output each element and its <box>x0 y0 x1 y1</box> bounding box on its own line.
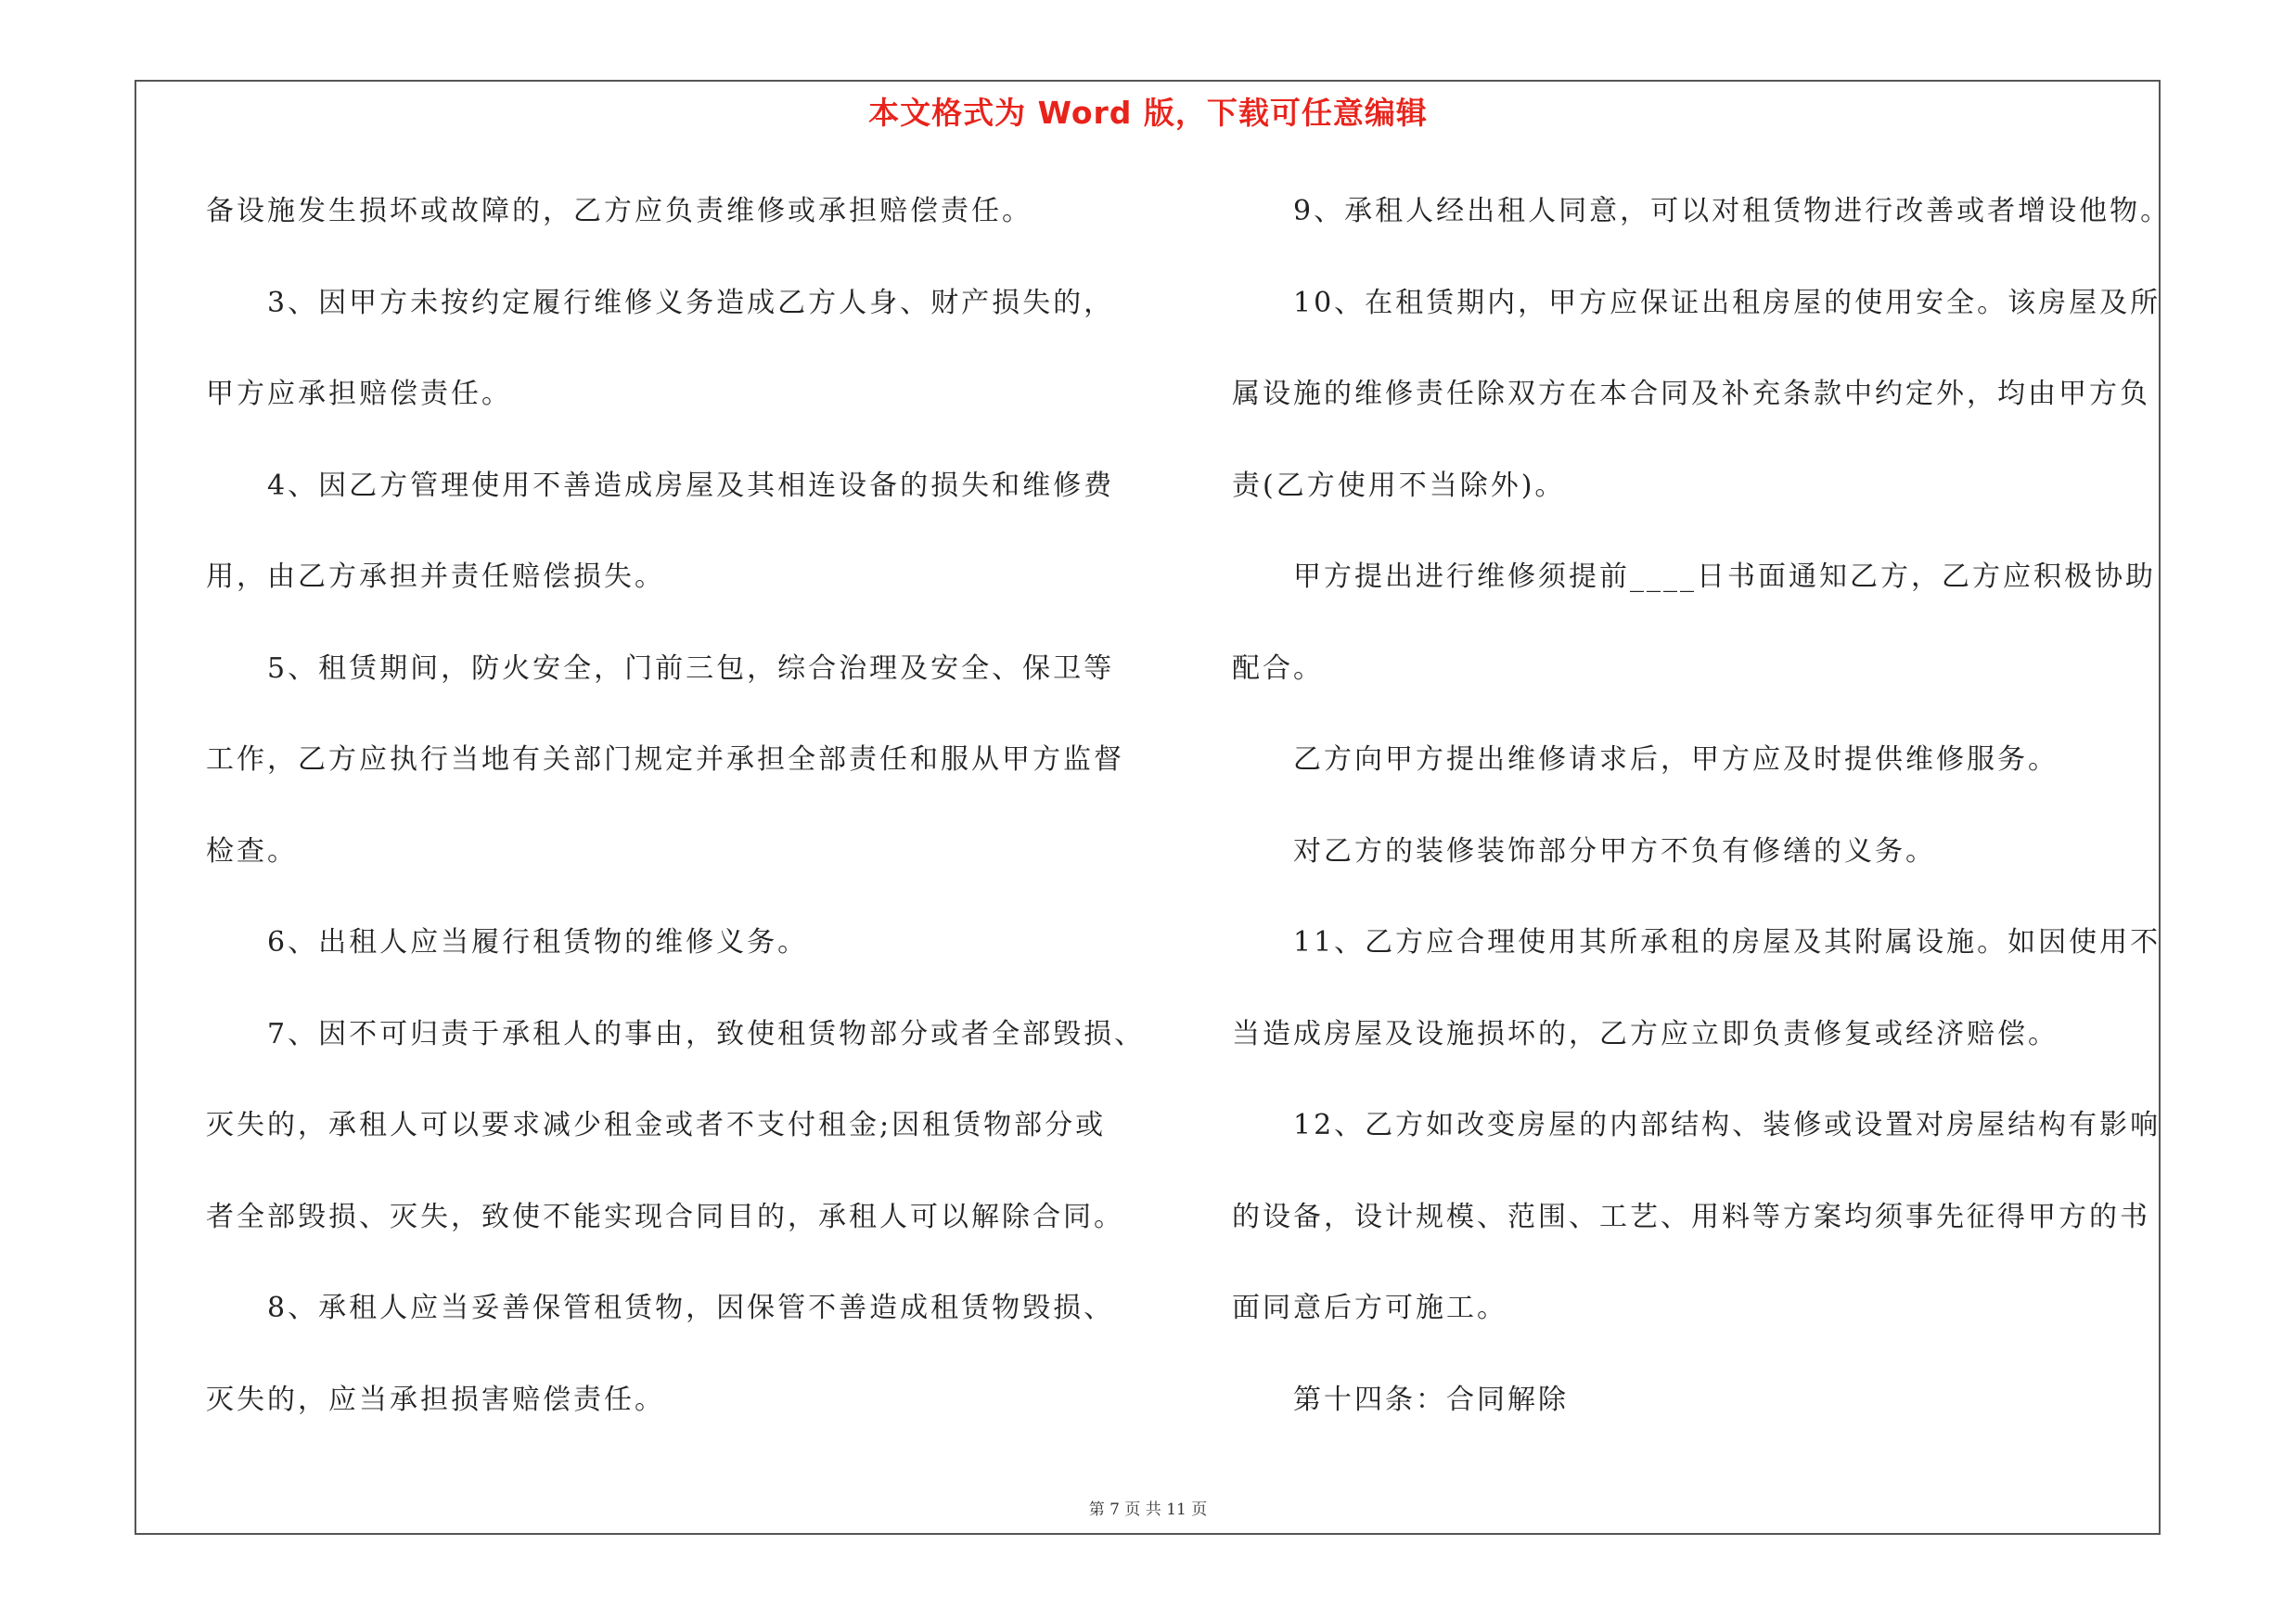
repair-notice-line: 甲方提出进行维修须提前____日书面通知乙方，乙方应积极协助 <box>1293 560 2156 593</box>
text-line: 面同意后方可施工。 <box>1232 1292 1507 1324</box>
clause-8-line: 8、承租人应当妥善保管租赁物，因保管不善造成租赁物毁损、 <box>267 1292 1115 1324</box>
decoration-line: 对乙方的装修装饰部分甲方不负有修缮的义务。 <box>1293 834 1936 868</box>
repair-request-line: 乙方向甲方提出维修请求后，甲方应及时提供维修服务。 <box>1293 743 2059 776</box>
text-line: 当造成房屋及设施损坏的，乙方应立即负责修复或经济赔偿。 <box>1232 1017 2059 1050</box>
text-line: 的设备，设计规模、范围、工艺、用料等方案均须事先征得甲方的书 <box>1232 1200 2150 1233</box>
clause-7-line: 7、因不可归责于承租人的事由，致使租赁物部分或者全部毁损、 <box>267 1017 1146 1050</box>
text-line: 责(乙方使用不当除外)。 <box>1232 469 1566 502</box>
text-line: 检查。 <box>206 834 298 868</box>
clause-9-line: 9、承租人经出租人同意，可以对租赁物进行改善或者增设他物。 <box>1293 195 2172 227</box>
clause-4-line: 4、因乙方管理使用不善造成房屋及其相连设备的损失和维修费 <box>267 469 1115 502</box>
clause-6-line: 6、出租人应当履行租赁物的维修义务。 <box>267 926 809 959</box>
word-format-banner: 本文格式为 Word 版，下载可任意编辑 <box>868 95 1428 131</box>
text-line: 用，由乙方承担并责任赔偿损失。 <box>206 560 665 593</box>
clause-11-line: 11、乙方应合理使用其所承租的房屋及其附属设施。如因使用不 <box>1293 926 2161 959</box>
left-text-column <box>206 185 1146 1464</box>
text-line: 甲方应承担赔偿责任。 <box>206 378 512 410</box>
right-text-column <box>1232 185 2172 1464</box>
clause-3-line: 3、因甲方未按约定履行维修义务造成乙方人身、财产损失的， <box>267 286 1115 319</box>
text-line: 者全部毁损、灭失，致使不能实现合同目的，承租人可以解除合同。 <box>206 1200 1124 1233</box>
text-line: 备设施发生损坏或故障的，乙方应负责维修或承担赔偿责任。 <box>206 195 1033 227</box>
text-line: 属设施的维修责任除双方在本合同及补充条款中约定外，均由甲方负 <box>1232 378 2150 410</box>
text-line: 工作，乙方应执行当地有关部门规定并承担全部责任和服从甲方监督 <box>206 743 1124 776</box>
clause-12-line: 12、乙方如改变房屋的内部结构、装修或设置对房屋结构有影响 <box>1293 1109 2161 1141</box>
clause-5-line: 5、租赁期间，防火安全，门前三包，综合治理及安全、保卫等 <box>267 651 1115 685</box>
article-14-heading: 第十四条：合同解除 <box>1293 1383 1569 1416</box>
page-number-footer: 第 7 页 共 11 页 <box>1088 1501 1208 1519</box>
text-line: 灭失的，承租人可以要求减少租金或者不支付租金;因租赁物部分或 <box>206 1109 1107 1141</box>
clause-10-line: 10、在租赁期内，甲方应保证出租房屋的使用安全。该房屋及所 <box>1293 286 2161 319</box>
text-line: 灭失的，应当承担损害赔偿责任。 <box>206 1383 665 1416</box>
text-line: 配合。 <box>1232 651 1324 685</box>
